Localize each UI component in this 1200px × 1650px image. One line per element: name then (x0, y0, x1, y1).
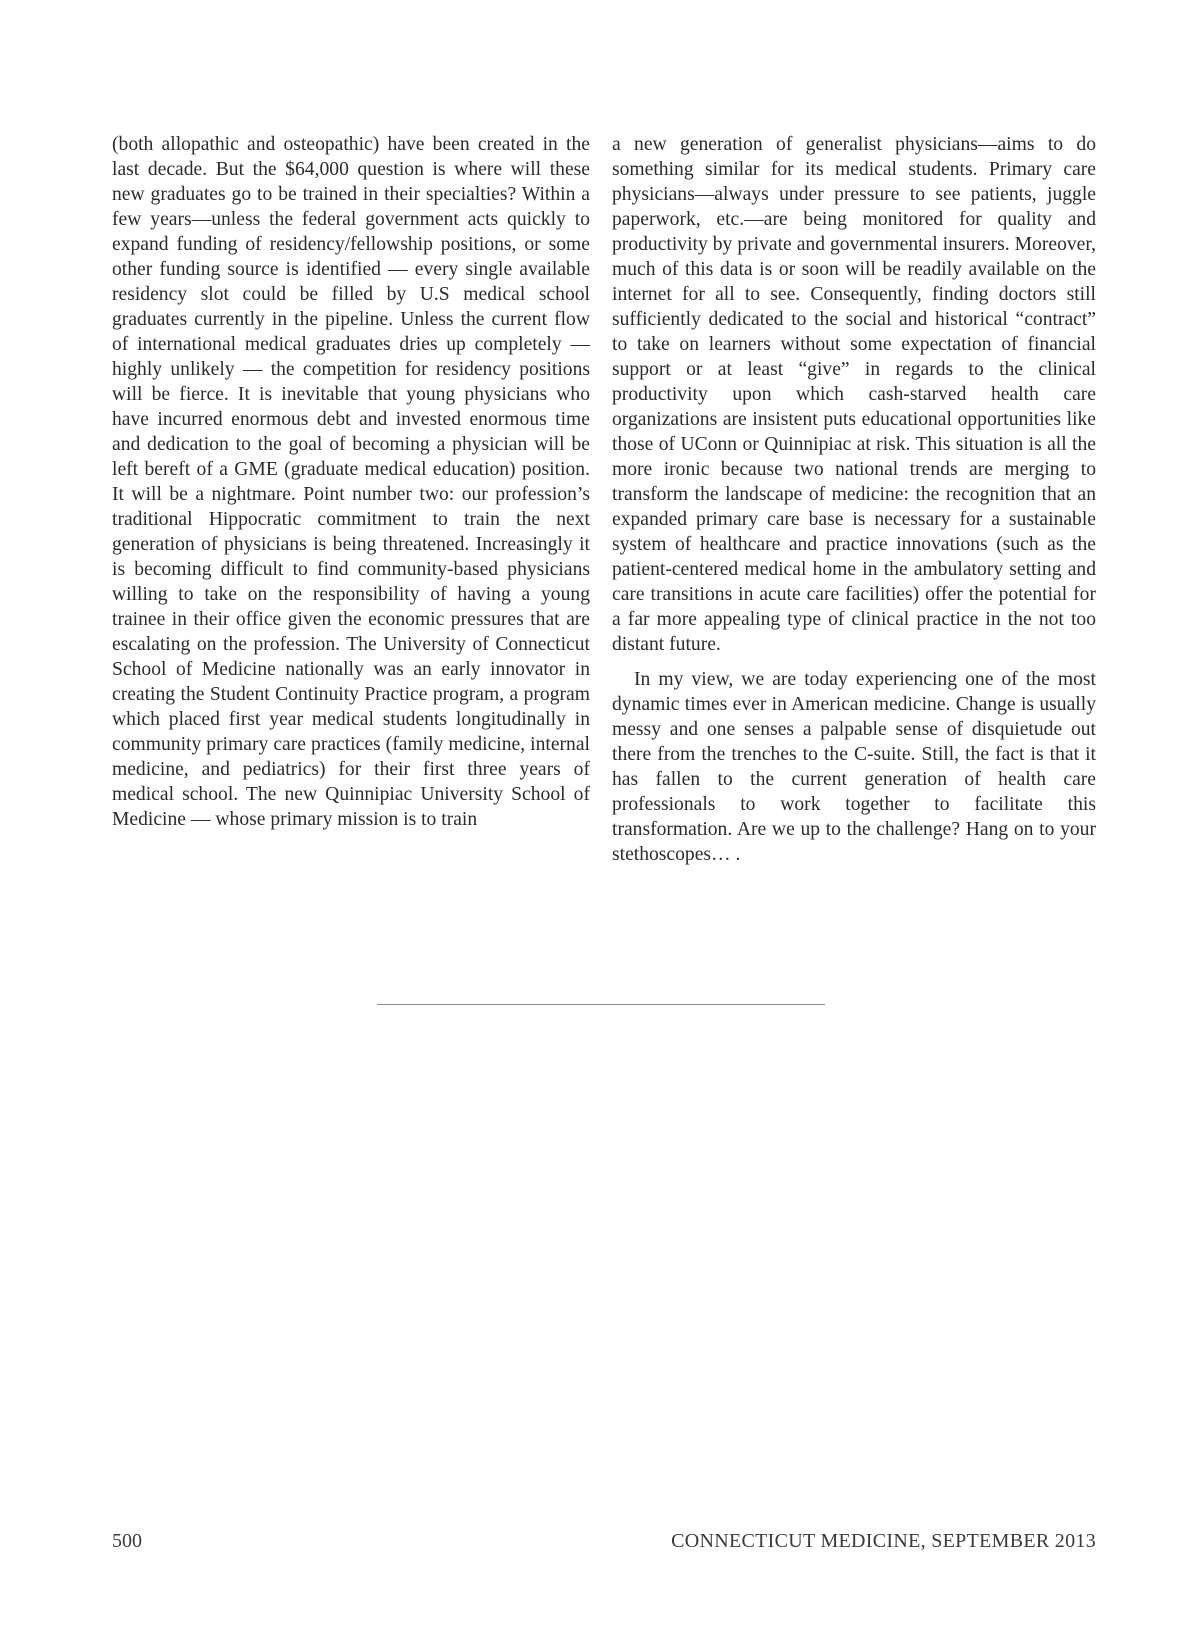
left-column (112, 132, 590, 832)
right-column-paragraph-1: a new generation of generalist physicians—aims to do something similar for its medical students. Primary care physicians—always under pressure to see patients, juggle paperwork, etc.—are being monitored for quality and productivity by private and governmental insurers. Moreover, much of this data is or soon will be readily available on the internet for all to see. Consequently, finding doctors still sufficiently dedicated to the social and historical “contract” to take on learners without some expectation of financial support or at least “give” in regards to the clinical productivity upon which cash-starved health care organizations are insistent puts educational opportunities like those of UConn or Quinnipiac at risk. This situation is all the more ironic because two national trends are merging to transform the landscape of medicine: the recognition that an expanded primary care base is necessary for a sustainable system of healthcare and practice innovations (such as the patient-centered medical home in the ambulatory setting and care transitions in acute care facilities) offer the potential for a far more appealing type of clinical practice in the not too distant future. (612, 134, 1096, 655)
section-divider-rule (377, 1004, 825, 1005)
journal-issue-footer: CONNECTICUT MEDICINE, SEPTEMBER 2013 (671, 1530, 1096, 1552)
right-column-paragraph-2: In my view, we are today experiencing one of the most dynamic times ever in American medicine. Change is usually messy and one senses a palpable sense of disquietude out there from the trenches to the C-suite. Still, the fact is that it has fallen to the current generation of health care professionals to work together to facilitate this transformation. Are we up to the challenge? Hang on to your stethoscopes… . (612, 669, 1096, 865)
page-number: 500 (112, 1530, 142, 1552)
right-column (612, 132, 1096, 867)
left-column-paragraph-1: (both allopathic and osteopathic) have been created in the last decade. But the $64,000 question is where will these new graduates go to be trained in their specialties? Within a few years—unless the federal government acts quickly to expand funding of residency/fellowship positions, or some other funding source is identified — every single available residency slot could be filled by U.S medical school graduates currently in the pipeline. Unless the current flow of international medical graduates dries up completely — highly unlikely — the competition for residency positions will be fierce. It is inevitable that young physicians who have incurred enormous debt and invested enormous time and dedication to the goal of becoming a physician will be left bereft of a GME (graduate medical education) position. It will be a nightmare. Point number two: our profession’s traditional Hippocratic commitment to train the next generation of physicians is being threatened. Increasingly it is becoming difficult to find community-based physicians willing to take on the responsibility of having a young trainee in their office given the economic pressures that are escalating on the profession. The University of Connecticut School of Medicine nationally was an early innovator in creating the Student Continuity Practice program, a program which placed first year medical students longitudinally in community primary care practices (family medicine, internal medicine, and pediatrics) for their first three years of medical school. The new Quinnipiac University School of Medicine — whose primary mission is to train (112, 134, 590, 830)
